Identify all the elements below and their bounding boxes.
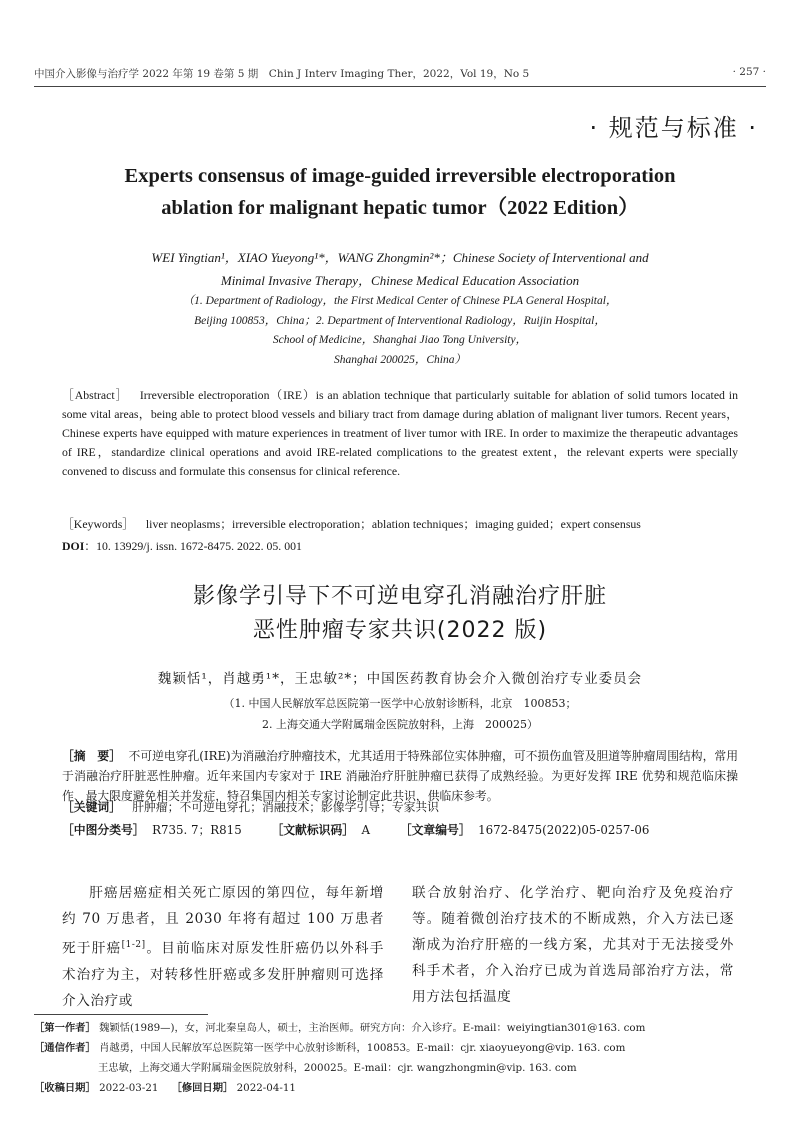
article-number-value: 1672-8475(2022)05-0257-06	[478, 823, 650, 837]
chinese-authors: 魏颖恬¹，肖越勇¹*，王忠敏²*；中国医药教育协会介入微创治疗专业委员会	[157, 671, 643, 687]
english-abstract-label: ［Abstract］	[62, 388, 129, 402]
doc-code-label: ［文献标识码］	[271, 823, 355, 837]
english-authors-line-1: WEI Yingtian¹，XIAO Yueyong¹*，WANG Zhongmin²*；Chinese Society of Interventional and	[151, 250, 649, 265]
english-abstract	[62, 386, 738, 481]
body-left-text-a: 肝癌居癌症相关死亡原因的第四位，每年新增约 70 万患者，且 2030 年将有超过 100 万患者死于肝癌	[62, 885, 384, 957]
section-label: · 规范与标准 ·	[589, 114, 758, 142]
corresponding-author-note-2: 王忠敏，上海交通大学附属瑞金医院放射科，200025。E-mail：cjr. wangzhongmin@vip. 163. com	[98, 1062, 577, 1074]
citation-ref[interactable]: [1-2]	[121, 940, 146, 950]
revised-label: ［修回日期］	[171, 1082, 234, 1094]
english-title-line-1: Experts consensus of image-guided irreversible electroporation	[124, 165, 676, 187]
header-rule	[34, 86, 766, 87]
chinese-affiliations	[0, 693, 800, 735]
english-keywords-text: liver neoplasms；irreversible electroporation；ablation techniques；imaging guided；expert consensus	[145, 517, 641, 531]
english-keywords	[62, 515, 738, 534]
english-keywords-label: ［Keywords］	[62, 517, 135, 531]
clc-label: ［中图分类号］	[62, 823, 145, 837]
chinese-title-line-2: 恶性肿瘤专家共识(2022 版)	[252, 618, 548, 643]
english-abstract-text: Irreversible electroporation（IRE）is an ablation technique that particularly suitable for ablation of solid tumors located in some vital areas，being able to protect blood vessels and biliary tract from damage during ablation of malignant liver tumors. Recent years，Chinese experts have equipped with mature experiences in treatment of liver tumor with IRE. In order to maximize the therapeutic advantages of IRE，standardize clinical operations and avoid IRE-related complications to the greatest extent，the relevant experts were specially convened to discuss and formulate this consensus for clinical reference.	[62, 388, 738, 478]
received-value: 2022-03-21	[99, 1082, 159, 1094]
received-label: ［收稿日期］	[34, 1082, 96, 1094]
doc-code-value: A	[361, 823, 371, 837]
english-authors	[60, 246, 740, 292]
page-number: · 257 ·	[732, 66, 766, 78]
english-affil-line-2: Beijing 100853，China；2. Department of Interventional Radiology，Ruijin Hospital，	[194, 314, 606, 327]
first-author-note	[34, 1020, 766, 1037]
first-author-label: ［第一作者］	[34, 1022, 96, 1034]
chinese-abstract-text: 不可逆电穿孔(IRE)为消融治疗肿瘤技术，尤其适用于特殊部位实体肿瘤，可不损伤血管及胆道等肿瘤周围结构，常用于消融治疗肝脏恶性肿瘤。近年来国内专家对于 IRE 消融治疗肝脏肿瘤已获得了成熟经验。为更好发挥 IRE 优势和规范临床操作、最大限度避免相关并发症，特召集国内相关专家讨论制定此共识，供临床参考。	[62, 749, 738, 803]
english-affil-line-3: School of Medicine，Shanghai Jiao Tong University，	[272, 334, 528, 346]
english-affil-line-4: Shanghai 200025，China）	[334, 353, 466, 366]
body-left-text-b: 。目前临床对原发性肝癌仍以外科手术治疗为主，对转移性肝癌或多发肝肿瘤则可选择介入治疗或	[62, 940, 384, 1009]
footnote-rule	[34, 1014, 208, 1015]
chinese-affil-line-2: 2. 上海交通大学附属瑞金医院放射科，上海 200025）	[262, 718, 538, 731]
revised-value: 2022-04-11	[236, 1082, 296, 1094]
chinese-title-line-1: 影像学引导下不可逆电穿孔消融治疗肝脏	[192, 584, 607, 609]
doi-label: DOI	[62, 539, 85, 553]
dates-note	[34, 1080, 766, 1097]
chinese-keywords	[62, 797, 738, 817]
classification-line	[62, 820, 738, 840]
english-title-line-2: ablation for malignant hepatic tumor（2022 Edition）	[161, 197, 639, 219]
corresponding-author-note	[34, 1040, 766, 1057]
running-header	[34, 66, 766, 81]
english-title	[0, 160, 800, 224]
first-author-text: 魏颖恬(1989—)，女，河北秦皇岛人，硕士，主治医师。研究方向：介入诊疗。E-mail：weiyingtian301@163. com	[99, 1022, 646, 1034]
corresponding-label: ［通信作者］	[34, 1042, 96, 1054]
english-affiliations	[60, 292, 740, 370]
english-authors-line-2: Minimal Invasive Therapy，Chinese Medical Education Association	[220, 273, 580, 288]
article-number-label: ［文章编号］	[399, 823, 471, 837]
chinese-abstract-label: ［摘 要］	[62, 749, 121, 763]
corresponding-text-1: 肖越勇，中国人民解放军总医院第一医学中心放射诊断科，100853。E-mail：cjr. xiaoyueyong@vip. 163. com	[99, 1042, 626, 1054]
journal-citation: 中国介入影像与治疗学 2022 年第 19 卷第 5 期 Chin J Interv Imaging Ther，2022，Vol 19，No 5	[34, 68, 530, 80]
english-affil-line-1: （1. Department of Radiology，the First Medical Center of Chinese PLA General Hospital，	[182, 295, 618, 307]
chinese-title	[0, 580, 800, 648]
clc-value: R735. 7；R815	[152, 823, 242, 837]
chinese-affil-line-1: （1. 中国人民解放军总医院第一医学中心放射诊断科，北京 100853；	[223, 697, 577, 710]
body-right-column: 联合放射治疗、化学治疗、靶向治疗及免疫治疗等。随着微创治疗技术的不断成熟，介入方法已逐渐成为治疗肝癌的一线方案，尤其对于无法接受外科手术者，介入治疗已成为首选局部治疗方法，常用方法包括温度	[412, 885, 734, 1005]
doi-link[interactable]: ：10. 13929/j. issn. 1672-8475. 2022. 05. 001	[84, 539, 302, 553]
chinese-keywords-label: ［关键词］	[62, 800, 121, 814]
doi	[62, 537, 738, 556]
chinese-keywords-text: 肝肿瘤；不可逆电穿孔；消融技术；影像学引导；专家共识	[132, 800, 439, 814]
body-left-column	[62, 880, 384, 1014]
